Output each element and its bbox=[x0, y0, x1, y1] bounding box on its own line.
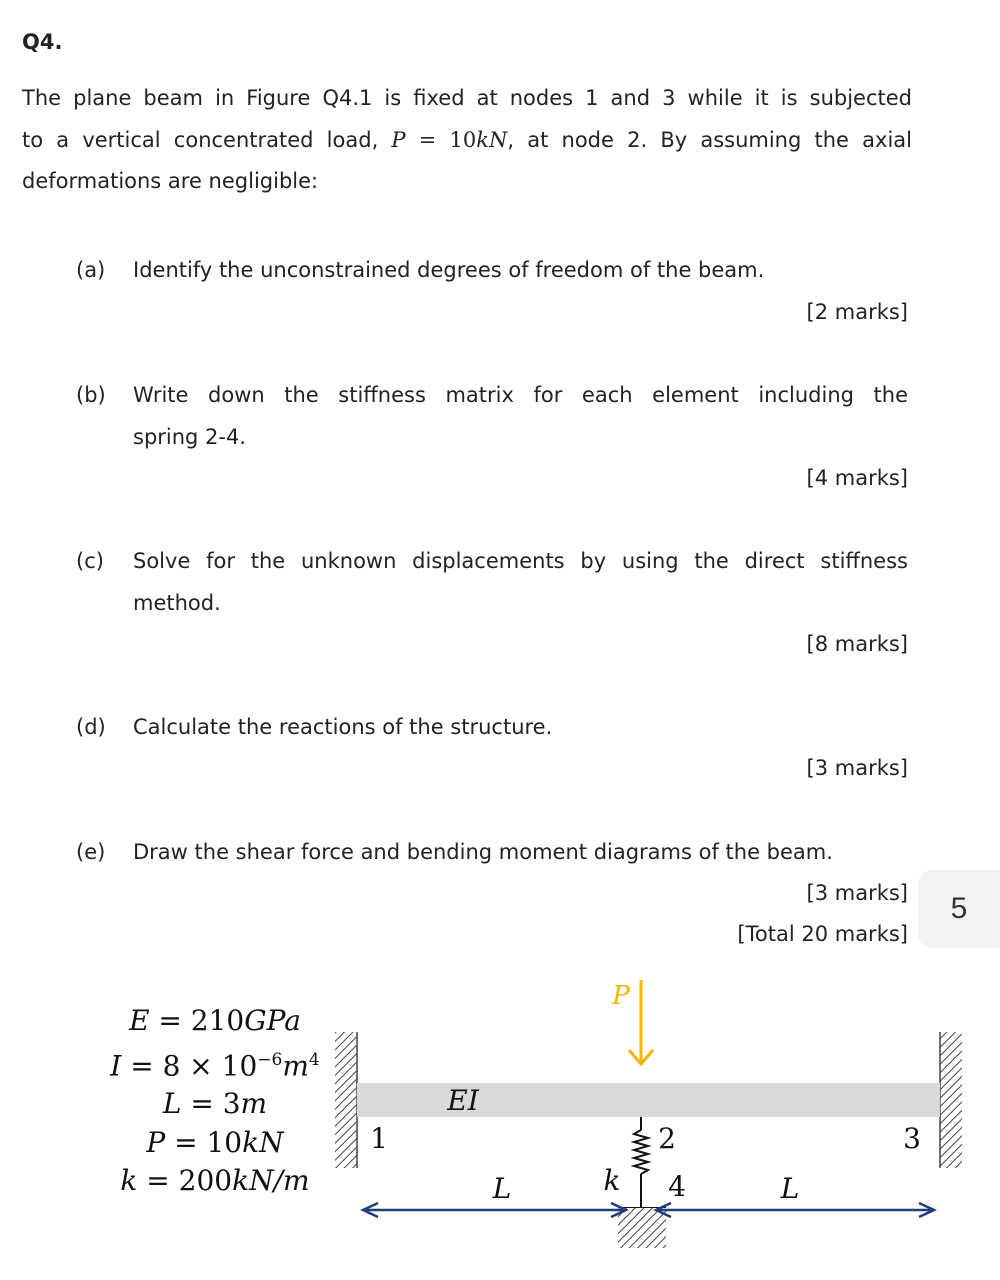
part-e bbox=[76, 832, 908, 874]
question-number: Q4. bbox=[22, 30, 63, 54]
spring-k-label: k bbox=[603, 1164, 621, 1197]
part-c-text bbox=[133, 541, 908, 624]
param-I-unit-exp: 4 bbox=[308, 1049, 320, 1070]
param-E-val: = 210 bbox=[149, 1004, 245, 1037]
load-variable: P bbox=[391, 127, 406, 152]
load-label: P bbox=[612, 981, 630, 1011]
part-b bbox=[76, 375, 908, 458]
beam bbox=[357, 1083, 940, 1117]
total-marks: [Total 20 marks] bbox=[737, 922, 908, 946]
param-I-exp: −6 bbox=[257, 1049, 283, 1070]
node-3-label: 3 bbox=[903, 1122, 921, 1155]
param-L-val: = 3 bbox=[181, 1087, 241, 1121]
right-fixed-support bbox=[940, 1032, 962, 1168]
part-a bbox=[76, 250, 908, 292]
part-e-text: Draw the shear force and bending moment diagrams of the beam. bbox=[133, 840, 833, 864]
param-k-unit: kN/m bbox=[232, 1164, 310, 1198]
param-I-var: I bbox=[110, 1048, 122, 1082]
part-a-marks: [2 marks] bbox=[806, 300, 908, 324]
beam-figure bbox=[0, 960, 1000, 1280]
param-L-unit: m bbox=[240, 1087, 268, 1121]
spring-coil bbox=[634, 1130, 648, 1174]
beam-ei-label: EI bbox=[447, 1084, 479, 1117]
intro-line-1: The plane beam in Figure Q4.1 is fixed at nodes 1 and 3 while it is subjected bbox=[22, 86, 912, 110]
part-c-label: (c) bbox=[76, 549, 104, 573]
param-I-val: = 8 × 10 bbox=[121, 1048, 258, 1082]
part-e-marks: [3 marks] bbox=[806, 881, 908, 905]
part-b-label: (b) bbox=[76, 383, 106, 407]
node-4-label: 4 bbox=[668, 1170, 686, 1203]
param-k-var: k bbox=[120, 1164, 138, 1198]
param-P-unit: kN bbox=[242, 1125, 284, 1159]
intro-line-2 bbox=[22, 120, 912, 162]
part-a-text: Identify the unconstrained degrees of freedom of the beam. bbox=[133, 258, 765, 282]
param-L-var: L bbox=[162, 1087, 182, 1121]
param-E-unit: GPa bbox=[244, 1004, 301, 1037]
part-c-marks: [8 marks] bbox=[806, 632, 908, 656]
param-E-var: E bbox=[129, 1004, 150, 1037]
node-1-label: 1 bbox=[370, 1122, 388, 1155]
param-k-val: = 200 bbox=[137, 1164, 233, 1198]
page-number-badge: 5 bbox=[918, 870, 1000, 948]
part-c-line-1: Solve for the unknown displacements by using the direct stiffness bbox=[133, 549, 908, 573]
part-c-line-2: method. bbox=[133, 590, 221, 615]
span-1-label: L bbox=[492, 1172, 512, 1205]
param-P-var: P bbox=[146, 1125, 166, 1159]
part-b-marks: [4 marks] bbox=[806, 466, 908, 490]
intro-line-2-a: to a vertical concentrated load, bbox=[22, 127, 392, 152]
part-b-line-2: spring 2-4. bbox=[133, 424, 247, 449]
question-intro bbox=[22, 78, 912, 203]
intro-line-3: deformations are negligible: bbox=[22, 169, 319, 193]
load-unit: kN bbox=[476, 127, 508, 152]
part-d-label: (d) bbox=[76, 715, 106, 739]
part-e-label: (e) bbox=[76, 840, 106, 864]
node-2-label: 2 bbox=[658, 1122, 676, 1155]
part-d-marks: [3 marks] bbox=[806, 756, 908, 780]
intro-line-2-b: , at node 2. By assuming the axial bbox=[507, 127, 912, 152]
left-fixed-support bbox=[335, 1032, 357, 1168]
part-d bbox=[76, 707, 908, 749]
param-I-unit: m bbox=[282, 1048, 309, 1082]
part-c bbox=[76, 541, 908, 624]
span-2-label: L bbox=[780, 1172, 800, 1205]
part-b-text bbox=[133, 375, 908, 458]
part-b-line-1: Write down the stiffness matrix for each element including the bbox=[133, 383, 908, 407]
param-P-val: = 10 bbox=[165, 1125, 243, 1159]
part-a-label: (a) bbox=[76, 258, 106, 282]
part-d-text: Calculate the reactions of the structure. bbox=[133, 715, 553, 739]
spring-ground-support bbox=[618, 1208, 666, 1248]
load-equals: = 10 bbox=[405, 127, 477, 152]
